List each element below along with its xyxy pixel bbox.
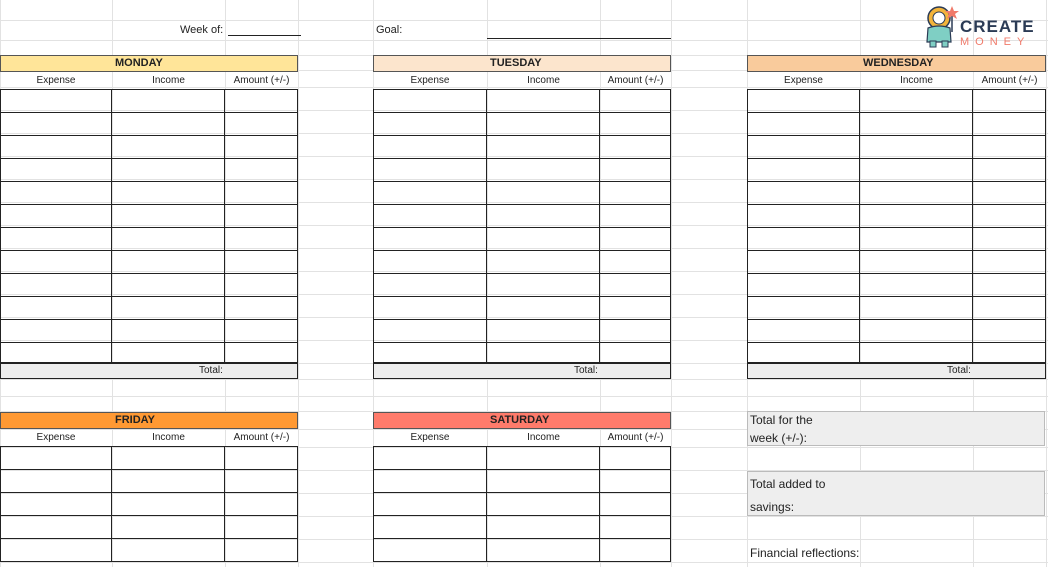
monday-cell-expense[interactable]	[0, 159, 112, 182]
astronaut-icon	[922, 4, 960, 50]
monday-cell-income[interactable]	[112, 251, 225, 274]
monday-cell-amount[interactable]	[225, 251, 298, 274]
goal-underline[interactable]	[487, 38, 671, 39]
monday-cell-amount[interactable]	[225, 205, 298, 228]
tuesday-cell-amount[interactable]	[600, 274, 671, 297]
friday-cell-income[interactable]	[112, 516, 225, 539]
monday-cell-expense[interactable]	[0, 228, 112, 251]
saturday-header	[373, 412, 671, 429]
wednesday-cell-expense[interactable]	[747, 136, 860, 159]
total-week-line1: Total for the	[750, 413, 813, 427]
wednesday-total-label: Total:	[947, 365, 971, 376]
saturday-cell-income[interactable]	[487, 539, 600, 562]
monday-cell-expense[interactable]	[0, 113, 112, 136]
monday-cell-income[interactable]	[112, 343, 225, 363]
monday-total-row[interactable]	[0, 363, 298, 379]
wednesday-col-income: Income	[860, 72, 973, 90]
tuesday-cell-income[interactable]	[487, 182, 600, 205]
friday-cell-expense[interactable]	[0, 493, 112, 516]
wednesday-cell-expense[interactable]	[747, 90, 860, 113]
wednesday-cell-expense[interactable]	[747, 297, 860, 320]
wednesday-cell-income[interactable]	[860, 228, 973, 251]
wednesday-total-row[interactable]	[747, 363, 1046, 379]
wednesday-cell-income[interactable]	[860, 136, 973, 159]
wednesday-cell-amount[interactable]	[973, 320, 1046, 343]
tuesday-cell-amount[interactable]	[600, 320, 671, 343]
wednesday-cell-income[interactable]	[860, 343, 973, 363]
monday-cell-amount[interactable]	[225, 228, 298, 251]
friday-cell-amount[interactable]	[225, 516, 298, 539]
wednesday-header	[747, 55, 1046, 72]
friday-cell-income[interactable]	[112, 470, 225, 493]
tuesday-cell-amount[interactable]	[600, 113, 671, 136]
tuesday-cell-expense[interactable]	[373, 205, 487, 228]
tuesday-cell-expense[interactable]	[373, 251, 487, 274]
tuesday-cell-income[interactable]	[487, 113, 600, 136]
wednesday-cell-income[interactable]	[860, 251, 973, 274]
week-of-label: Week of:	[180, 24, 224, 36]
savings-line2: savings:	[750, 500, 795, 514]
friday-cell-expense[interactable]	[0, 539, 112, 562]
monday-cell-income[interactable]	[112, 182, 225, 205]
saturday-cell-income[interactable]	[487, 447, 600, 470]
tuesday-cell-expense[interactable]	[373, 159, 487, 182]
saturday-cell-expense[interactable]	[373, 447, 487, 470]
saturday-header-label: SATURDAY	[490, 414, 550, 426]
saturday-col-income: Income	[487, 429, 600, 447]
friday-cell-expense[interactable]	[0, 470, 112, 493]
monday-total-label: Total:	[199, 365, 223, 376]
tuesday-cell-expense[interactable]	[373, 136, 487, 159]
monday-cell-income[interactable]	[112, 320, 225, 343]
saturday-cell-expense[interactable]	[373, 516, 487, 539]
friday-cell-expense[interactable]	[0, 447, 112, 470]
monday-cell-amount[interactable]	[225, 274, 298, 297]
wednesday-cell-amount[interactable]	[973, 113, 1046, 136]
saturday-cell-amount[interactable]	[600, 539, 671, 562]
monday-cell-expense[interactable]	[0, 297, 112, 320]
monday-cell-amount[interactable]	[225, 136, 298, 159]
financial-reflections-label: Financial reflections:	[750, 546, 860, 560]
monday-col-amount: Amount (+/-)	[225, 72, 298, 90]
friday-col-income: Income	[112, 429, 225, 447]
saturday-cell-expense[interactable]	[373, 493, 487, 516]
tuesday-header-label: TUESDAY	[490, 57, 542, 69]
wednesday-cell-income[interactable]	[860, 182, 973, 205]
logo-money-text: MONEY	[960, 36, 1031, 48]
wednesday-cell-amount[interactable]	[973, 205, 1046, 228]
logo-create-text: CREATE	[960, 17, 1035, 36]
friday-col-amount: Amount (+/-)	[225, 429, 298, 447]
wednesday-cell-income[interactable]	[860, 205, 973, 228]
tuesday-cell-amount[interactable]	[600, 228, 671, 251]
monday-col-expense: Expense	[0, 72, 112, 90]
monday-cell-expense[interactable]	[0, 251, 112, 274]
tuesday-cell-income[interactable]	[487, 205, 600, 228]
tuesday-cell-income[interactable]	[487, 343, 600, 363]
monday-col-income: Income	[112, 72, 225, 90]
saturday-cell-income[interactable]	[487, 470, 600, 493]
monday-cell-expense[interactable]	[0, 90, 112, 113]
tuesday-col-expense: Expense	[373, 72, 487, 90]
friday-cell-expense[interactable]	[0, 516, 112, 539]
friday-col-expense: Expense	[0, 429, 112, 447]
tuesday-cell-income[interactable]	[487, 274, 600, 297]
monday-cell-expense[interactable]	[0, 343, 112, 363]
monday-cell-income[interactable]	[112, 113, 225, 136]
wednesday-cell-income[interactable]	[860, 320, 973, 343]
monday-cell-amount[interactable]	[225, 182, 298, 205]
tuesday-cell-income[interactable]	[487, 320, 600, 343]
wednesday-cell-income[interactable]	[860, 159, 973, 182]
friday-cell-amount[interactable]	[225, 447, 298, 470]
saturday-cell-income[interactable]	[487, 516, 600, 539]
friday-cell-amount[interactable]	[225, 470, 298, 493]
wednesday-cell-expense[interactable]	[747, 113, 860, 136]
monday-cell-income[interactable]	[112, 297, 225, 320]
tuesday-cell-expense[interactable]	[373, 274, 487, 297]
monday-cell-expense[interactable]	[0, 136, 112, 159]
wednesday-cell-expense[interactable]	[747, 320, 860, 343]
tuesday-cell-income[interactable]	[487, 228, 600, 251]
wednesday-cell-expense[interactable]	[747, 343, 860, 363]
tuesday-cell-expense[interactable]	[373, 182, 487, 205]
monday-cell-amount[interactable]	[225, 343, 298, 363]
savings-line1: Total added to	[750, 477, 826, 491]
tuesday-cell-expense[interactable]	[373, 90, 487, 113]
tuesday-cell-income[interactable]	[487, 90, 600, 113]
wednesday-cell-amount[interactable]	[973, 228, 1046, 251]
monday-cell-amount[interactable]	[225, 297, 298, 320]
goal-label: Goal:	[376, 24, 403, 36]
friday-cell-amount[interactable]	[225, 539, 298, 562]
monday-cell-income[interactable]	[112, 136, 225, 159]
wednesday-cell-amount[interactable]	[973, 343, 1046, 363]
monday-cell-expense[interactable]	[0, 182, 112, 205]
friday-cell-income[interactable]	[112, 493, 225, 516]
tuesday-cell-amount[interactable]	[600, 297, 671, 320]
wednesday-cell-amount[interactable]	[973, 297, 1046, 320]
friday-cell-income[interactable]	[112, 447, 225, 470]
wednesday-cell-amount[interactable]	[973, 136, 1046, 159]
wednesday-cell-expense[interactable]	[747, 274, 860, 297]
wednesday-cell-income[interactable]	[860, 274, 973, 297]
tuesday-cell-expense[interactable]	[373, 297, 487, 320]
wednesday-col-amount: Amount (+/-)	[973, 72, 1046, 90]
tuesday-cell-amount[interactable]	[600, 251, 671, 274]
wednesday-cell-expense[interactable]	[747, 205, 860, 228]
friday-header-label: FRIDAY	[115, 414, 155, 426]
monday-cell-expense[interactable]	[0, 274, 112, 297]
tuesday-cell-expense[interactable]	[373, 343, 487, 363]
tuesday-cell-expense[interactable]	[373, 113, 487, 136]
friday-cell-amount[interactable]	[225, 493, 298, 516]
saturday-cell-amount[interactable]	[600, 493, 671, 516]
wednesday-cell-income[interactable]	[860, 113, 973, 136]
tuesday-cell-income[interactable]	[487, 136, 600, 159]
monday-cell-amount[interactable]	[225, 320, 298, 343]
monday-cell-income[interactable]	[112, 228, 225, 251]
tuesday-cell-expense[interactable]	[373, 320, 487, 343]
wednesday-cell-amount[interactable]	[973, 159, 1046, 182]
wednesday-col-expense: Expense	[747, 72, 860, 90]
wednesday-cell-amount[interactable]	[973, 251, 1046, 274]
tuesday-cell-income[interactable]	[487, 297, 600, 320]
monday-cell-amount[interactable]	[225, 113, 298, 136]
monday-cell-expense[interactable]	[0, 320, 112, 343]
monday-cell-income[interactable]	[112, 274, 225, 297]
tuesday-cell-amount[interactable]	[600, 159, 671, 182]
total-week-line2: week (+/-):	[750, 431, 808, 445]
wednesday-cell-expense[interactable]	[747, 159, 860, 182]
monday-cell-expense[interactable]	[0, 205, 112, 228]
create-money-logo	[922, 4, 1042, 50]
saturday-cell-amount[interactable]	[600, 516, 671, 539]
tuesday-col-income: Income	[487, 72, 600, 90]
tuesday-col-amount: Amount (+/-)	[600, 72, 671, 90]
monday-cell-income[interactable]	[112, 205, 225, 228]
friday-cell-income[interactable]	[112, 539, 225, 562]
saturday-col-amount: Amount (+/-)	[600, 429, 671, 447]
wednesday-cell-income[interactable]	[860, 90, 973, 113]
saturday-cell-expense[interactable]	[373, 470, 487, 493]
tuesday-cell-income[interactable]	[487, 251, 600, 274]
tuesday-total-row[interactable]	[373, 363, 671, 379]
wednesday-header-label: WEDNESDAY	[863, 57, 934, 69]
tuesday-cell-income[interactable]	[487, 159, 600, 182]
monday-cell-income[interactable]	[112, 90, 225, 113]
wednesday-cell-expense[interactable]	[747, 251, 860, 274]
saturday-col-expense: Expense	[373, 429, 487, 447]
friday-header	[0, 412, 298, 429]
saturday-cell-amount[interactable]	[600, 470, 671, 493]
monday-header	[0, 55, 298, 72]
saturday-cell-expense[interactable]	[373, 539, 487, 562]
wednesday-cell-amount[interactable]	[973, 90, 1046, 113]
wednesday-cell-expense[interactable]	[747, 182, 860, 205]
tuesday-total-label: Total:	[574, 365, 598, 376]
monday-header-label: MONDAY	[115, 57, 163, 69]
monday-cell-amount[interactable]	[225, 159, 298, 182]
saturday-cell-amount[interactable]	[600, 447, 671, 470]
tuesday-header	[373, 55, 671, 72]
monday-cell-amount[interactable]	[225, 90, 298, 113]
tuesday-cell-amount[interactable]	[600, 182, 671, 205]
tuesday-cell-amount[interactable]	[600, 343, 671, 363]
wednesday-cell-income[interactable]	[860, 297, 973, 320]
saturday-cell-income[interactable]	[487, 493, 600, 516]
tuesday-cell-expense[interactable]	[373, 228, 487, 251]
wednesday-cell-amount[interactable]	[973, 274, 1046, 297]
wednesday-cell-amount[interactable]	[973, 182, 1046, 205]
monday-cell-income[interactable]	[112, 159, 225, 182]
week-of-underline[interactable]	[228, 35, 301, 36]
tuesday-cell-amount[interactable]	[600, 136, 671, 159]
tuesday-cell-amount[interactable]	[600, 205, 671, 228]
wednesday-cell-expense[interactable]	[747, 228, 860, 251]
tuesday-cell-amount[interactable]	[600, 90, 671, 113]
